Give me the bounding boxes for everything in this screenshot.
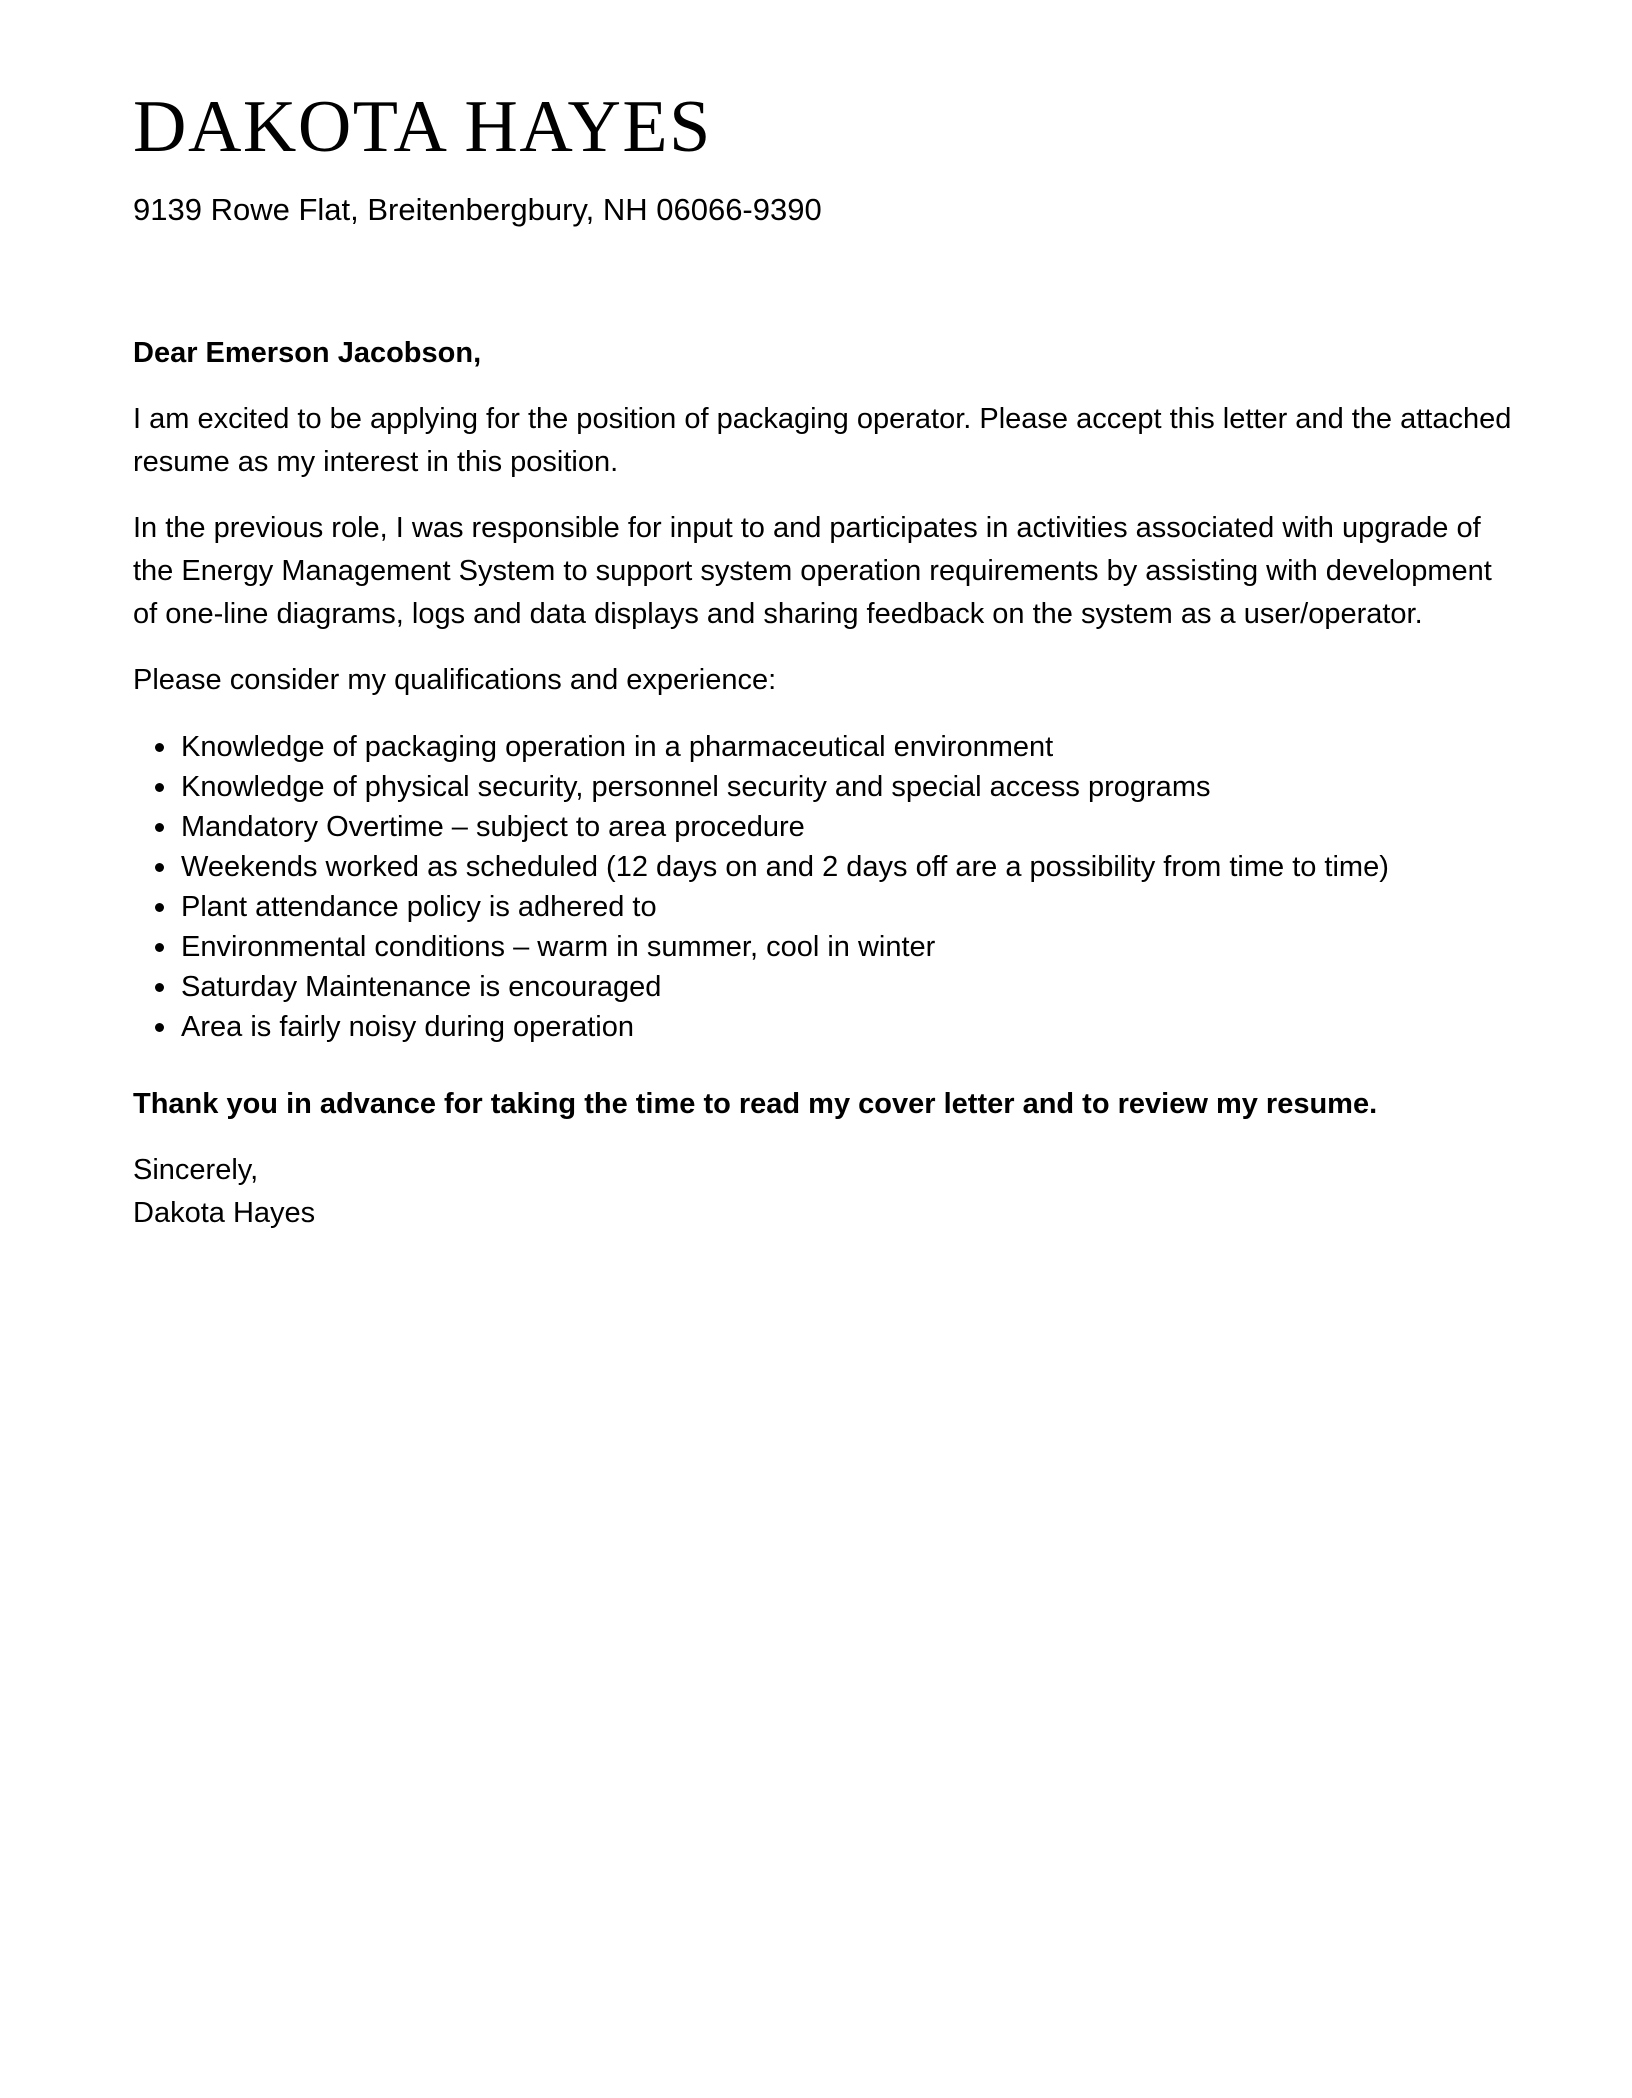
bullet-icon bbox=[155, 943, 164, 952]
qualifications-intro: Please consider my qualifications and experience: bbox=[133, 664, 777, 696]
bullet-icon bbox=[155, 983, 164, 992]
greeting: Dear Emerson Jacobson, bbox=[133, 337, 482, 369]
bullet-icon bbox=[155, 743, 164, 752]
list-item-text: Plant attendance policy is adhered to bbox=[181, 891, 657, 923]
applicant-address: 9139 Rowe Flat, Breitenbergbury, NH 06066-9390 bbox=[133, 192, 822, 227]
bullet-icon bbox=[155, 823, 164, 832]
list-item bbox=[133, 847, 1513, 887]
list-item bbox=[133, 767, 1513, 807]
list-item-text: Weekends worked as scheduled (12 days on and 2 days off are a possibility from time to time) bbox=[181, 851, 1389, 883]
list-item bbox=[133, 967, 1513, 1007]
list-item-text: Area is fairly noisy during operation bbox=[181, 1011, 634, 1043]
signoff bbox=[133, 1149, 1513, 1235]
applicant-name: DAKOTA HAYES bbox=[133, 86, 712, 168]
list-item bbox=[133, 727, 1513, 767]
list-item-text: Knowledge of packaging operation in a pharmaceutical environment bbox=[181, 731, 1054, 763]
list-item bbox=[133, 927, 1513, 967]
list-item-text: Mandatory Overtime – subject to area procedure bbox=[181, 811, 805, 843]
bullet-icon bbox=[155, 903, 164, 912]
signature-name: Dakota Hayes bbox=[133, 1197, 316, 1229]
list-item-text: Environmental conditions – warm in summer, cool in winter bbox=[181, 931, 936, 963]
list-item-text: Knowledge of physical security, personnel security and special access programs bbox=[181, 771, 1211, 803]
list-item bbox=[133, 887, 1513, 927]
intro-paragraph: I am excited to be applying for the position of packaging operator. Please accept this letter and the attached resume as my interest in this position. bbox=[133, 403, 1512, 478]
signoff-text: Sincerely, bbox=[133, 1154, 259, 1186]
bullet-icon bbox=[155, 863, 164, 872]
bullet-icon bbox=[155, 1023, 164, 1032]
experience-paragraph: In the previous role, I was responsible for input to and participates in activities associated with upgrade of the Energy Management System to support system operation requirements by assisting with development of one-line diagrams, logs and data displays and sharing feedback on the system as a user/operator. bbox=[133, 512, 1492, 630]
bullet-icon bbox=[155, 783, 164, 792]
list-item bbox=[133, 1007, 1513, 1047]
closing-statement: Thank you in advance for taking the time to read my cover letter and to review my resume. bbox=[133, 1088, 1378, 1120]
letter-content bbox=[133, 82, 1513, 1235]
qualifications-list bbox=[133, 727, 1513, 1047]
list-item bbox=[133, 807, 1513, 847]
list-item-text: Saturday Maintenance is encouraged bbox=[181, 971, 662, 1003]
